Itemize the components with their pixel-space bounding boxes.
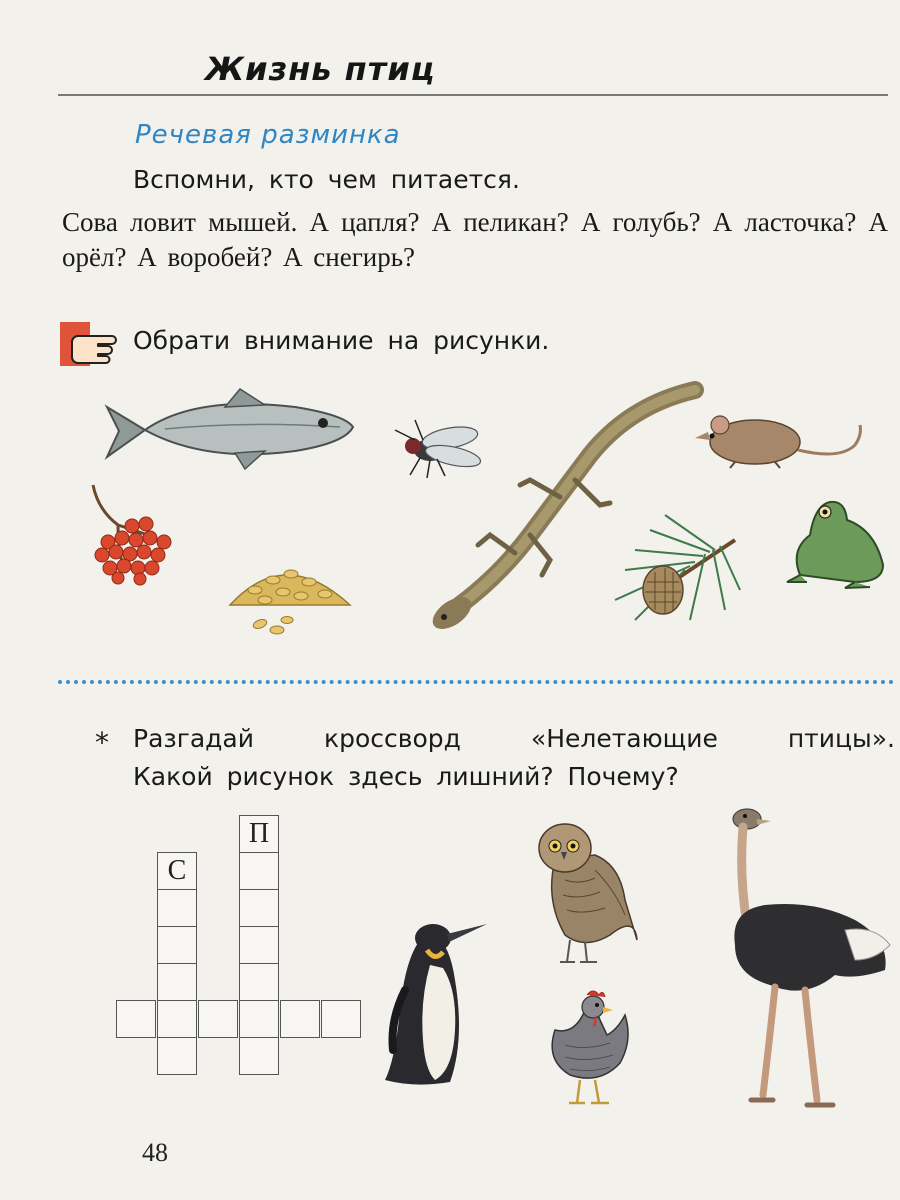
crossword-cell[interactable]: [239, 926, 279, 964]
chicken-image: [535, 985, 635, 1110]
pine-branch-image: [595, 510, 745, 635]
fish-image: [105, 385, 355, 475]
crossword-cell[interactable]: [239, 1000, 279, 1038]
frog-image: [785, 490, 890, 590]
penguin-image: [375, 920, 490, 1090]
crossword-cell[interactable]: [239, 1037, 279, 1075]
crossword-cell[interactable]: [157, 889, 197, 927]
title-divider: [58, 94, 888, 96]
crossword-cell[interactable]: [239, 889, 279, 927]
crossword-cell[interactable]: [280, 1000, 320, 1038]
section-divider: [58, 680, 894, 684]
crossword-task: [133, 720, 895, 796]
crossword-cell[interactable]: [239, 852, 279, 890]
crossword-cell[interactable]: [198, 1000, 238, 1038]
crossword-cell[interactable]: П: [239, 815, 279, 853]
crossword-task-line1: Разгадай кроссворд «Нелетающие птицы».: [133, 724, 895, 753]
ostrich-image: [725, 805, 895, 1115]
crossword-cell[interactable]: [321, 1000, 361, 1038]
owl-image: [525, 820, 645, 970]
section-subtitle: Речевая разминка: [135, 120, 401, 150]
crossword-cell[interactable]: [157, 926, 197, 964]
crossword-cell[interactable]: [157, 963, 197, 1001]
pointing-hand-icon: [60, 322, 124, 366]
crossword-cell[interactable]: [157, 1000, 197, 1038]
crossword-cell[interactable]: [116, 1000, 156, 1038]
grain-image: [225, 550, 355, 640]
crossword-task-line2: Какой рисунок здесь лишний? Почему?: [133, 762, 679, 791]
star-marker: *: [95, 726, 109, 759]
mouse-image: [690, 410, 870, 470]
crossword-cell[interactable]: [239, 963, 279, 1001]
crossword-cell[interactable]: [157, 1037, 197, 1075]
warmup-prompt: Вспомни, кто чем питается.: [133, 165, 520, 194]
page-number: 48: [142, 1138, 168, 1167]
warmup-paragraph: Сова ловит мышей. А цапля? А пеликан? А голубь? А ласточка? А орёл? А воробей? А снегирь?: [62, 207, 888, 272]
crossword-cell[interactable]: С: [157, 852, 197, 890]
attention-text: Обрати внимание на рисунки.: [133, 326, 550, 355]
page-title: Жизнь птиц: [205, 50, 436, 88]
rowan-berries-image: [78, 480, 178, 585]
